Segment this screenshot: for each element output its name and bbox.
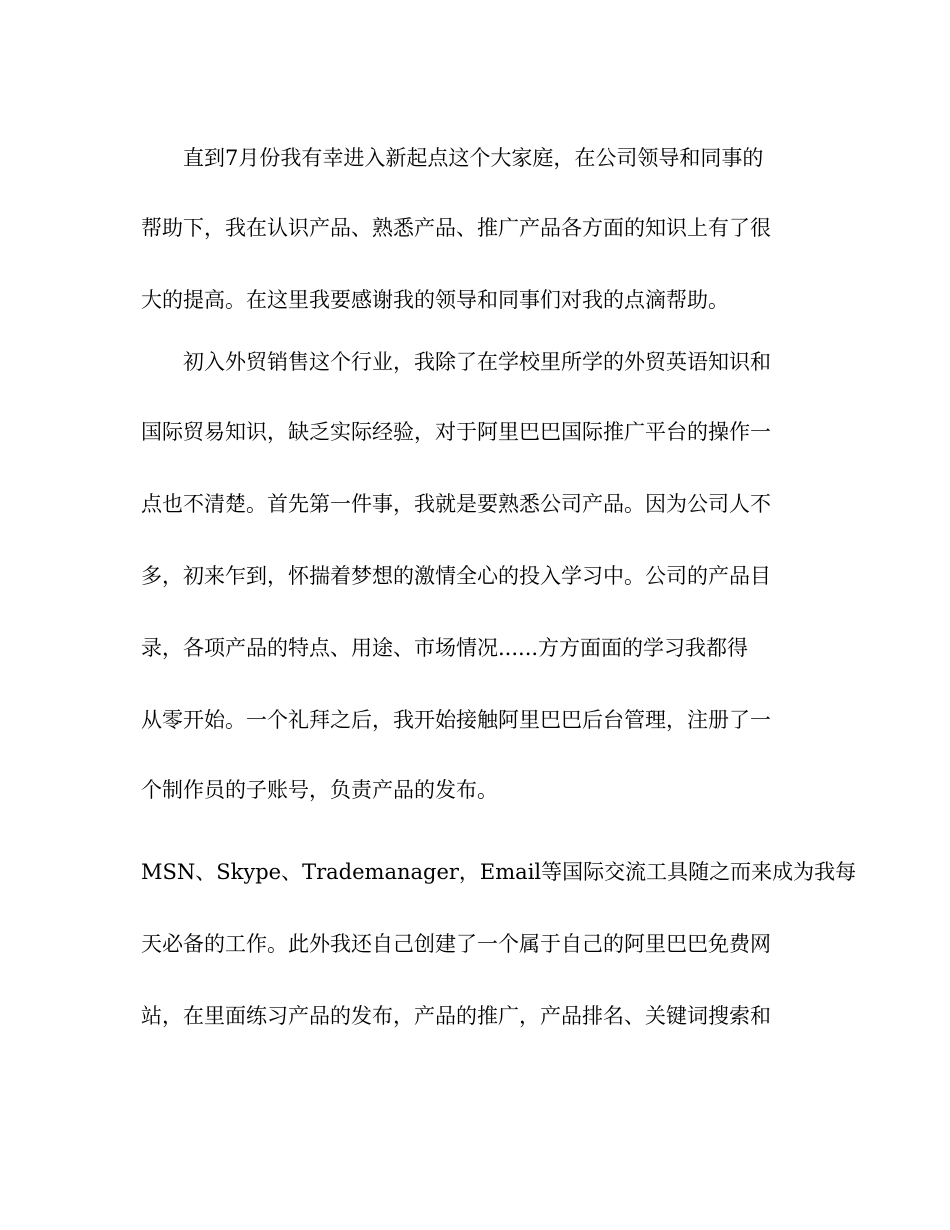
paragraph-3-line-3: 站，在里面练习产品的发布，产品的推广，产品排名、关键词搜索和 — [141, 1004, 771, 1028]
paragraph-1-line-2: 帮助下，我在认识产品、熟悉产品、推广产品各方面的知识上有了很 — [141, 216, 771, 240]
paragraph-2-line-5: 录，各项产品的特点、用途、市场情况......方方面面的学习我都得 — [141, 636, 749, 660]
paragraph-3-line-2: 天必备的工作。此外我还自己创建了一个属于自己的阿里巴巴免费网 — [141, 932, 771, 956]
paragraph-2-line-4: 多，初来乍到，怀揣着梦想的激情全心的投入学习中。公司的产品目 — [141, 564, 771, 588]
paragraph-2-line-3: 点也不清楚。首先第一件事，我就是要熟悉公司产品。因为公司人不 — [141, 492, 771, 516]
paragraph-3-line-1: MSN、Skype、Trademanager，Email等国际交流工具随之而来成为我每 — [141, 860, 857, 884]
paragraph-1-line-1: 直到7月份我有幸进入新起点这个大家庭，在公司领导和同事的 — [183, 146, 764, 170]
paragraph-2-line-7: 个制作员的子账号，负责产品的发布。 — [141, 778, 498, 802]
paragraph-2-line-2: 国际贸易知识，缺乏实际经验，对于阿里巴巴国际推广平台的操作一 — [141, 420, 771, 444]
paragraph-2-line-1: 初入外贸销售这个行业，我除了在学校里所学的外贸英语知识和 — [183, 350, 771, 374]
paragraph-1-line-3: 大的提高。在这里我要感谢我的领导和同事们对我的点滴帮助。 — [141, 288, 729, 312]
paragraph-2-line-6: 从零开始。一个礼拜之后，我开始接触阿里巴巴后台管理，注册了一 — [141, 708, 771, 732]
